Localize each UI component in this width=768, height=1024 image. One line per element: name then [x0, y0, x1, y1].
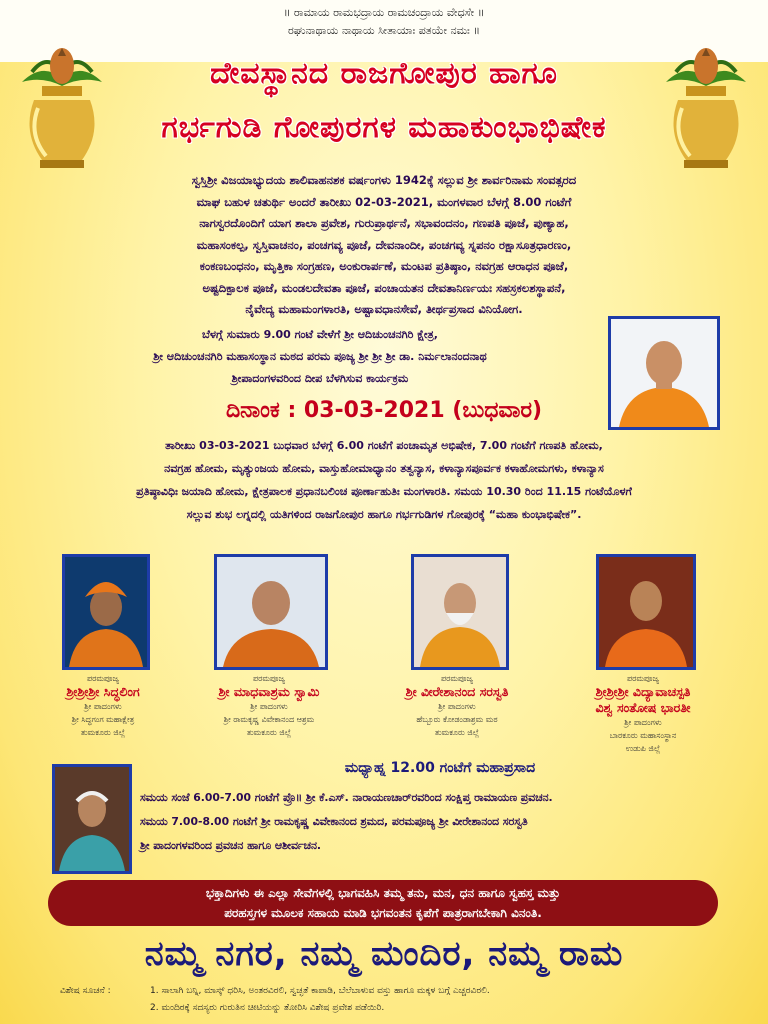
guru-district: ತುಮಕೂರು ಜಿಲ್ಲೆ — [80, 728, 126, 737]
appeal-banner — [48, 880, 718, 926]
intro-line: ಸ್ವಸ್ತಿಶ್ರೀ ವಿಜಯಾಭ್ಯುದಯ ಶಾಲಿವಾಹನಶಕ ವರ್ಷಂಗಳು 1942ಕ್ಕೆ ಸಲ್ಲುವ ಶ್ರೀ ಶಾರ್ವರಿನಾಮ ಸಂವತ್ಸರದ — [191, 173, 577, 187]
guru-honorific: ಪರಮಪೂಜ್ಯ — [440, 674, 474, 683]
evening-line: ಶ್ರೀ ಪಾದಂಗಳವರಿಂದ ಪ್ರವಚನ ಹಾಗೂ ಆಶೀರ್ವಚನ. — [140, 839, 322, 852]
guru-photo-3 — [411, 554, 509, 670]
guru-name: ಶ್ರೀ ವೀರೇಶಾನಂದ ಸರಸ್ವತಿ — [405, 684, 509, 699]
guru-card-2 — [184, 674, 354, 739]
guru-honorific: ಪರಮಪೂಜ್ಯ — [86, 674, 120, 683]
guru-card-3 — [372, 674, 542, 739]
day2-paragraph — [20, 434, 748, 526]
guru-name-line-2: ವಿಶ್ವ ಸಂತೋಷ ಭಾರತೀ — [595, 700, 691, 715]
intro-line: ನಾಗಸ್ವರದೊಂದಿಗೆ ಯಾಗ ಶಾಲಾ ಪ್ರವೇಶ, ಗುರುಪ್ರಾರ್ಥನೆ, ಸಭಾವಂದನಂ, ಗಣಪತಿ ಪೂಜೆ, ಪುಣ್ಯಾಹ, — [199, 216, 569, 230]
notes-label: ವಿಶೇಷ ಸೂಚನೆ : — [60, 986, 111, 996]
lamp-lighting-paragraph — [40, 324, 600, 390]
guru-photo-1 — [62, 554, 150, 670]
evening-line: ಸಮಯ 7.00-8.00 ಗಂಟೆಗೆ ಶ್ರೀ ರಾಮಕೃಷ್ಣ ವಿವೇಕಾನಂದ ಶ್ರಮದ, ಪರಮಪೂಜ್ಯ ಶ್ರೀ ವೀರೇಶಾನಂದ ಸರಸ್ವತಿ — [140, 815, 528, 828]
banner-line-1: ಭಕ್ತಾದಿಗಳು ಈ ಎಲ್ಲಾ ಸೇವೆಗಳಲ್ಲಿ ಭಾಗವಹಿಸಿ ತಮ್ಮ ತನು, ಮನ, ಧನ ಹಾಗೂ ಸ್ವಹಸ್ತ ಮತ್ತು — [205, 886, 561, 900]
speaker-photo — [52, 764, 132, 874]
guru-math: ಬಾರಕೂರು ಮಹಾಸಂಸ್ಥಾನ — [609, 731, 677, 740]
lamp-line: ಶ್ರೀಪಾದಂಗಳವರಿಂದ ದೀಪ ಬೆಳಗಿಸುವ ಕಾರ್ಯಕ್ರಮ — [231, 372, 409, 385]
intro-paragraph — [40, 170, 728, 321]
guru-card-4 — [558, 674, 728, 755]
guru-math: ಶ್ರೀ ರಾಮಕೃಷ್ಣ ವಿವೇಕಾನಂದ ಆಶ್ರಮ — [223, 715, 315, 724]
guru-math: ಹೆಬ್ಬೂರು ಕೋಡಂಡಾಶ್ರಮ ಮಠ — [416, 715, 498, 724]
note-2: 2. ಮಂದಿರಕ್ಕೆ ಸದಸ್ಯರು ಗುರುತಿನ ಚೀಟಿಯನ್ನು ತೋರಿಸಿ ವಿಶೇಷ ಪ್ರವೇಶ ಪಡೆಯಿರಿ. — [150, 1003, 385, 1013]
evening-programme — [140, 786, 760, 858]
day2-line: ಸಲ್ಲುವ ಶುಭ ಲಗ್ನದಲ್ಲಿ ಯತಿಗಳಿಂದ ರಾಜಗೋಪುರ ಹಾಗೂ ಗರ್ಭಗುಡಿಗಳ ಗೋಪುರಕ್ಕೆ “ಮಹಾ ಕುಂಭಾಭಿಷೇಕ”. — [186, 508, 582, 521]
lamp-line: ಬೆಳಗ್ಗೆ ಸುಮಾರು 9.00 ಗಂಟೆ ವೇಳೆಗೆ ಶ್ರೀ ಆದಿಚುಂಚನಗಿರಿ ಕ್ಷೇತ್ರ, — [202, 328, 438, 341]
guru-photo-4 — [596, 554, 696, 670]
sloka-line-1: ॥ ರಾಮಾಯ ರಾಮಭದ್ರಾಯ ರಾಮಚಂದ್ರಾಯ ವೇಧಸೇ ॥ — [283, 6, 485, 19]
guru-title: ಶ್ರೀ ಪಾದಂಗಳು — [250, 702, 288, 711]
guru-photo-2 — [214, 554, 328, 670]
guru-card-1 — [18, 674, 188, 739]
date-heading: ದಿನಾಂಕ : 03-03-2021 (ಬುಧವಾರ) — [225, 398, 543, 423]
guru-district: ಉಡುಪಿ ಜಿಲ್ಲೆ — [625, 744, 661, 753]
mahaprasada-heading: ಮಧ್ಯಾಹ್ನ 12.00 ಗಂಟೆಗೆ ಮಹಾಪ್ರಸಾದ — [344, 760, 536, 776]
title-line-2: ಗರ್ಭಗುಡಿ ಗೋಪುರಗಳ ಮಹಾಕುಂಭಾಭಿಷೇಕ — [161, 110, 607, 145]
note-1: 1. ಸಾಲಾಗಿ ಬನ್ನಿ, ಮಾಸ್ಕ್ ಧರಿಸಿ, ಅಂತರವಿರಲಿ, ಸ್ವಚ್ಛತೆ ಕಾಪಾಡಿ, ಬೆಲೆಬಾಳುವ ವಸ್ತು ಹಾಗೂ ಮಕ್ಕಳ ಬಗ್ಗೆ ಎಚ್ಚರವಿರಲಿ. — [150, 986, 490, 996]
intro-line: ಕಂಕಣಬಂಧನಂ, ಮೃತ್ತಿಕಾ ಸಂಗ್ರಹಣ, ಅಂಕುರಾರ್ಪಣೆ, ಮಂಟಪ ಪ್ರತಿಷ್ಠಾಂ, ನವಗ್ರಹ ಆರಾಧನ ಪೂಜೆ, — [199, 259, 569, 273]
day2-line: ನವಗ್ರಹ ಹೋಮ, ಮೃತ್ಯುಂಜಯ ಹೋಮ, ವಾಸ್ತುಹೋಮಾಧ್ಯಾನಂ ತತ್ವನ್ಯಾಸ, ಕಳಾನ್ಯಾಸಪೂರ್ವಕ ಕಳಾಹೋಮಗಳು, ಕಳಾನ್ಯಾಸ — [164, 462, 604, 475]
day2-line: ತಾರೀಖು 03-03-2021 ಬುಧವಾರ ಬೆಳಗ್ಗೆ 6.00 ಗಂಟೆಗೆ ಪಂಚಾಮೃತ ಅಭಿಷೇಕ, 7.00 ಗಂಟೆಗೆ ಗಣಪತಿ ಹೋಮ, — [165, 439, 603, 452]
guru-math: ಶ್ರೀ ಸಿದ್ಧಗಂಗ ಮಹಾಕ್ಷೇತ್ರ — [71, 715, 135, 724]
intro-line: ಮಹಾಸಂಕಲ್ಪ, ಸ್ವಸ್ತಿವಾಚನಂ, ಪಂಚಗವ್ಯ ಪೂಜೆ, ದೇವನಾಂದೀ, ಪಂಚಗವ್ಯ ಸ್ನಪನಂ ರಕ್ಷಾಸೂತ್ರಧಾರಣಂ, — [196, 237, 572, 252]
guru-name: ಶ್ರೀಶ್ರೀಶ್ರೀ ಸಿದ್ಧಲಿಂಗ — [66, 684, 140, 699]
guru-district: ತುಮಕೂರು ಜಿಲ್ಲೆ — [434, 728, 480, 737]
guru-title: ಶ್ರೀ ಪಾದಂಗಳು — [84, 702, 122, 711]
banner-line-2: ಪರಹಸ್ತಗಳ ಮೂಲಕ ಸಹಾಯ ಮಾಡಿ ಭಗವಂತನ ಕೃಪೆಗೆ ಪಾತ್ರರಾಗಬೇಕಾಗಿ ವಿನಂತಿ. — [224, 906, 542, 920]
guru-name: ಶ್ರೀ ಮಾಧವಾಶ್ರಮ ಸ್ವಾಮಿ — [218, 684, 320, 699]
intro-line: ನೈವೇದ್ಯ ಮಹಾಮಂಗಳಾರತಿ, ಅಷ್ಟಾವಧಾನಸೇವೆ, ತೀರ್ಥಪ್ರಸಾದ ವಿನಿಯೋಗ. — [245, 302, 523, 316]
intro-line: ಮಾಘ ಬಹುಳ ಚತುರ್ಥಿ ಅಂದರೆ ತಾರೀಖು 02-03-2021, ಮಂಗಳವಾರ ಬೆಳಗ್ಗೆ 8.00 ಗಂಟೆಗೆ — [196, 194, 572, 209]
sloka-line-2: ರಘುನಾಥಾಯ ನಾಥಾಯ ಸೀತಾಯಾಃ ಪತಯೇ ನಮಃ ॥ — [287, 24, 481, 37]
evening-line: ಸಮಯ ಸಂಜೆ 6.00-7.00 ಗಂಟೆಗೆ ಪ್ರೊ॥ ಶ್ರೀ ಕೆ.ಎಸ್. ನಾರಾಯಣಚಾರ್‌ರವರಿಂದ ಸಂಕ್ಷಿಪ್ತ ರಾಮಾಯಣ ಪ್ರವಚನ. — [140, 791, 553, 804]
guru-name: ಶ್ರೀಶ್ರೀಶ್ರೀ ವಿದ್ಯಾವಾಚಸ್ಪತಿ — [595, 684, 691, 699]
guru-title: ಶ್ರೀ ಪಾದಂಗಳು — [438, 702, 476, 711]
guru-title: ಶ್ರೀ ಪಾದಂಗಳು — [624, 718, 662, 727]
day2-line: ಪ್ರತಿಷ್ಠಾವಿಧಿಃ ಜಯಾದಿ ಹೋಮ, ಕ್ಷೇತ್ರಪಾಲಕ ಪ್ರಧಾನಬಲಿಂಚ ಪೂರ್ಣಾಹುತಿಃ ಮಂಗಳಾರತಿ. ಸಮಯ 10.30 ರಿಂದ 11.15 ಗಂಟೆಯೊಳಗೆ — [136, 485, 632, 498]
title-line-1: ದೇವಸ್ಥಾನದ ರಾಜಗೋಪುರ ಹಾಗೂ — [210, 56, 558, 91]
guru-honorific: ಪರಮಪೂಜ್ಯ — [626, 674, 660, 683]
lamp-line: ಶ್ರೀ ಆದಿಚುಂಚನಗಿರಿ ಮಹಾಸಂಸ್ಥಾನ ಮಠದ ಪರಮ ಪೂಜ್ಯ ಶ್ರೀ ಶ್ರೀ ಶ್ರೀ ಡಾ. ನಿರ್ಮಲಾನಂದನಾಥ — [153, 350, 487, 363]
guru-district: ತುಮಕೂರು ಜಿಲ್ಲೆ — [246, 728, 292, 737]
intro-line: ಅಷ್ಟದಿಕ್ಪಾಲಕ ಪೂಜೆ, ಮಂಡಲದೇವತಾ ಪೂಜೆ, ಪಂಚಾಯತನ ದೇವತಾನಿರ್ಣಯಃ ಸಹಸ್ರಕಲಶಸ್ಥಾಪನೆ, — [202, 280, 566, 295]
slogan: ನಮ್ಮ ನಗರ, ನಮ್ಮ ಮಂದಿರ, ನಮ್ಮ ರಾಮ — [144, 934, 624, 974]
guru-honorific: ಪರಮಪೂಜ್ಯ — [252, 674, 286, 683]
